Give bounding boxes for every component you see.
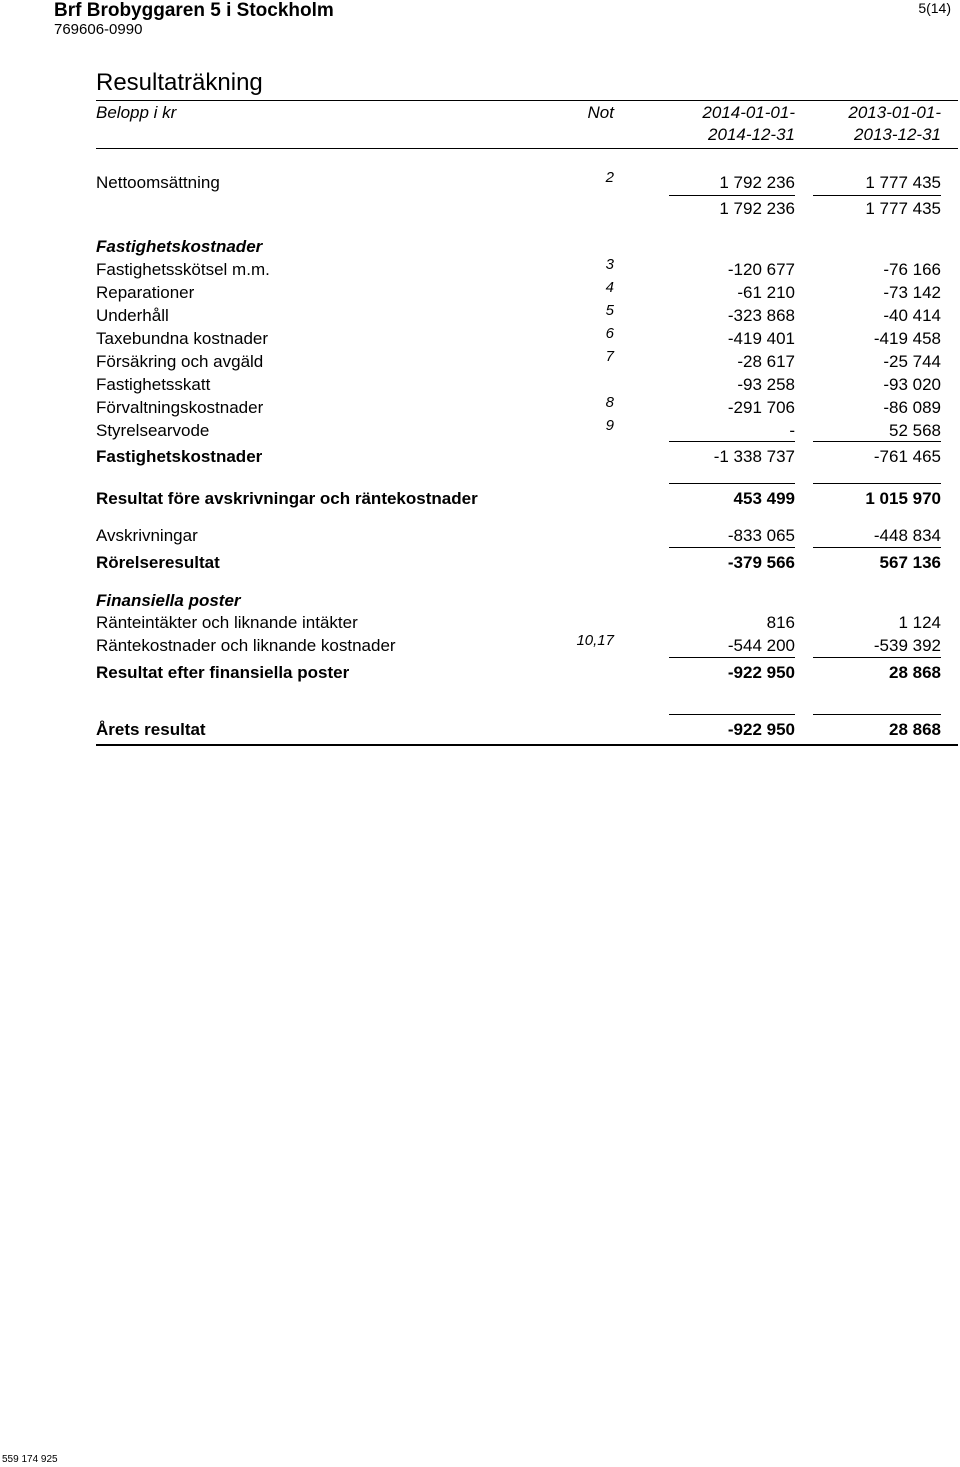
row-note: 4 xyxy=(605,279,614,296)
current-period-header xyxy=(656,102,795,146)
row-board-fees xyxy=(96,417,944,442)
row-label: Fastighetskostnader xyxy=(96,447,263,466)
row-label: Fastighetsskötsel m.m. xyxy=(96,260,270,279)
row-revenue-subtotal xyxy=(96,198,944,220)
row-note: 9 xyxy=(605,417,614,434)
row-property-tax xyxy=(96,374,944,396)
row-property-costs-total xyxy=(96,446,944,468)
final-rule-current xyxy=(669,714,795,715)
subtotal-rule-previous xyxy=(813,195,941,196)
footer-reference: 559 174 925 xyxy=(2,1454,58,1465)
row-label: Resultat före avskrivningar och räntekostnader xyxy=(96,489,478,508)
row-label: Resultat efter finansiella poster xyxy=(96,663,350,682)
row-interest-income xyxy=(96,612,944,634)
final-rule-previous xyxy=(813,714,941,715)
row-note: 5 xyxy=(605,302,614,319)
row-label: Försäkring och avgäld xyxy=(96,352,264,371)
subtotal-rule-previous xyxy=(813,547,941,548)
row-current: 816 xyxy=(766,613,795,632)
row-current: -1 338 737 xyxy=(713,447,795,466)
header-rule xyxy=(96,148,958,149)
row-previous: -93 020 xyxy=(883,375,941,394)
row-previous: 1 124 xyxy=(898,613,941,632)
row-operating-result xyxy=(96,552,944,574)
row-current: -61 210 xyxy=(737,283,795,302)
previous-period-end: 2013-12-31 xyxy=(854,125,941,144)
row-result-before-depreciation xyxy=(96,488,944,510)
row-note: 8 xyxy=(605,394,614,411)
row-current: - xyxy=(789,421,795,440)
row-label: Ränteintäkter och liknande intäkter xyxy=(96,613,358,632)
row-previous: -761 465 xyxy=(873,447,941,466)
total-rule-current xyxy=(669,441,795,442)
subtotal-rule-previous xyxy=(813,657,941,658)
row-current: 453 499 xyxy=(733,489,795,508)
amount-label: Belopp i kr xyxy=(96,103,177,122)
row-previous: 567 136 xyxy=(879,553,941,572)
org-number: 769606-0990 xyxy=(54,21,143,38)
subtotal-rule-current xyxy=(669,657,795,658)
row-label: Underhåll xyxy=(96,306,169,325)
row-upkeep xyxy=(96,302,944,327)
row-current: -93 258 xyxy=(737,375,795,394)
row-year-result xyxy=(96,719,944,741)
row-insurance-fees xyxy=(96,348,944,373)
note-column-header: Not xyxy=(587,103,614,122)
row-label: Årets resultat xyxy=(96,720,206,739)
row-previous: -25 744 xyxy=(883,352,941,371)
previous-period-header xyxy=(796,102,941,146)
row-current: -120 677 xyxy=(727,260,795,279)
row-current: -833 065 xyxy=(727,526,795,545)
row-label: Nettoomsättning xyxy=(96,173,220,192)
row-current: -922 950 xyxy=(727,720,795,739)
row-note: 2 xyxy=(605,169,614,186)
row-repairs xyxy=(96,279,944,304)
row-previous: 1 777 435 xyxy=(865,173,941,192)
row-note: 6 xyxy=(605,325,614,342)
row-previous: -76 166 xyxy=(883,260,941,279)
row-label: Avskrivningar xyxy=(96,526,198,545)
row-previous: 28 868 xyxy=(889,663,941,682)
row-current: -379 566 xyxy=(727,553,795,572)
final-rule-bottom xyxy=(96,744,958,746)
row-current: -419 401 xyxy=(727,329,795,348)
previous-period-start: 2013-01-01- xyxy=(848,103,941,122)
row-result-after-financial xyxy=(96,662,944,684)
row-label: Reparationer xyxy=(96,283,195,302)
row-previous: -448 834 xyxy=(873,526,941,545)
row-current: 1 792 236 xyxy=(719,199,795,218)
row-previous: -73 142 xyxy=(883,283,941,302)
section-heading-property-costs xyxy=(96,236,944,258)
row-previous: -539 392 xyxy=(873,636,941,655)
row-label: Förvaltningskostnader xyxy=(96,398,264,417)
document-title: Resultaträkning xyxy=(96,69,263,96)
current-period-end: 2014-12-31 xyxy=(708,125,795,144)
current-period-start: 2014-01-01- xyxy=(702,103,795,122)
section-label: Finansiella poster xyxy=(96,591,241,610)
row-current: 1 792 236 xyxy=(719,173,795,192)
row-previous: 1 015 970 xyxy=(865,489,941,508)
row-depreciation xyxy=(96,525,944,547)
row-interest-costs xyxy=(96,632,944,657)
total-rule-current xyxy=(669,483,795,484)
row-previous: 52 568 xyxy=(889,421,941,440)
row-note: 7 xyxy=(605,348,614,365)
row-label: Taxebundna kostnader xyxy=(96,329,269,348)
row-current: -922 950 xyxy=(727,663,795,682)
row-previous: -40 414 xyxy=(883,306,941,325)
row-label: Styrelsearvode xyxy=(96,421,210,440)
subtotal-rule-current xyxy=(669,547,795,548)
column-header xyxy=(96,102,944,148)
section-label: Fastighetskostnader xyxy=(96,237,263,256)
page-header-title: Brf Brobyggaren 5 i Stockholm xyxy=(54,0,334,21)
total-rule-previous xyxy=(813,483,941,484)
row-previous: -86 089 xyxy=(883,398,941,417)
row-label: Fastighetsskatt xyxy=(96,375,211,394)
row-note: 10,17 xyxy=(576,632,614,649)
row-admin-costs xyxy=(96,394,944,419)
row-label: Räntekostnader och liknande kostnader xyxy=(96,636,396,655)
row-note: 3 xyxy=(605,256,614,273)
row-label: Rörelseresultat xyxy=(96,553,220,572)
section-heading-financial xyxy=(96,590,944,612)
row-maintenance xyxy=(96,256,944,281)
row-current: -291 706 xyxy=(727,398,795,417)
row-current: -28 617 xyxy=(737,352,795,371)
row-current: -544 200 xyxy=(727,636,795,655)
row-tariff-costs xyxy=(96,325,944,350)
subtotal-rule-current xyxy=(669,195,795,196)
page-number: 5(14) xyxy=(918,0,951,16)
row-net-revenue xyxy=(96,169,944,194)
title-rule xyxy=(96,100,958,101)
row-previous: 28 868 xyxy=(889,720,941,739)
row-previous: 1 777 435 xyxy=(865,199,941,218)
row-current: -323 868 xyxy=(727,306,795,325)
row-previous: -419 458 xyxy=(873,329,941,348)
total-rule-previous xyxy=(813,441,941,442)
